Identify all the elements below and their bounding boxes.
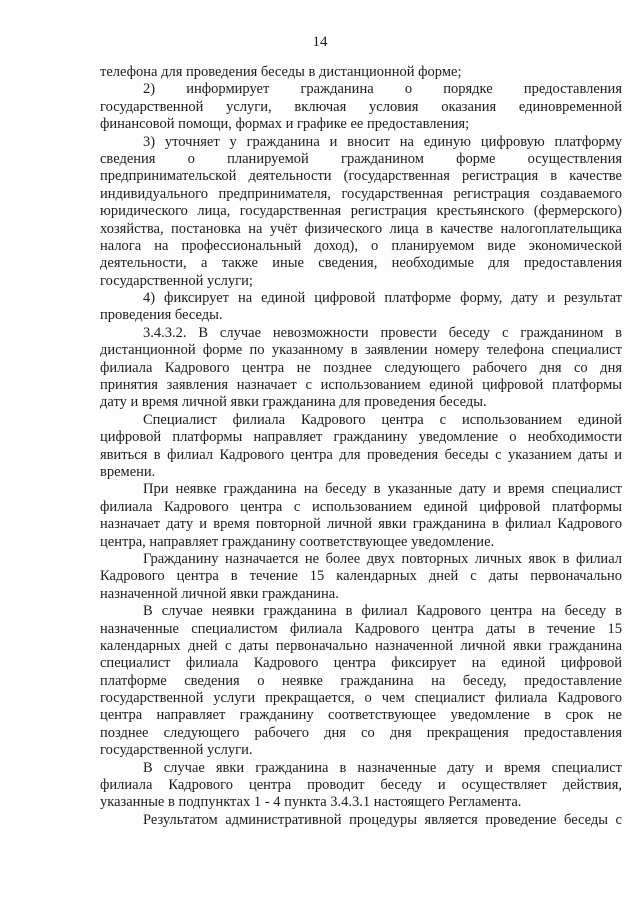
text-line: сведения о планируемой гражданином форме осуществления <box>100 150 622 167</box>
text-line: При неявке гражданина на беседу в указанные дату и время специалист <box>143 481 622 498</box>
text-line: цифровой платформы направляет гражданину уведомление о необходимости <box>100 429 622 446</box>
text-line: календарных дней с даты первоначально назначенной личной явки гражданина <box>100 637 622 654</box>
text-line: филиала Кадрового центра с использованием единой цифровой платформы <box>100 498 622 515</box>
text-line: налога на профессиональный доход), о планируемом виде экономической <box>100 237 622 254</box>
text-line: Гражданину назначается не более двух повторных личных явок в филиал <box>143 550 622 567</box>
text-line: индивидуального предпринимателя, государственная регистрация создаваемого <box>100 185 622 202</box>
text-line: времени. <box>100 463 156 480</box>
text-line: государственной услуги. <box>100 742 253 759</box>
text-line: дистанционной форме по указанному в заявлении номеру телефона специалист <box>100 342 622 359</box>
text-line: специалист филиала Кадрового центра фиксирует на единой цифровой <box>100 655 622 672</box>
text-line: 4) фиксирует на единой цифровой платформе форму, дату и результат <box>143 290 622 307</box>
text-line: позднее следующего рабочего дня со дня прекращения предоставления <box>100 724 622 741</box>
text-line: Специалист филиала Кадрового центра с использованием единой <box>143 411 622 428</box>
text-line: государственной услуги прекращается, о чем специалист филиала Кадрового <box>100 690 622 707</box>
text-line: принятия заявления назначает с использованием единой цифровой платформы <box>100 377 622 394</box>
text-line: центра направляет гражданину соответствующее уведомление в срок не <box>100 707 622 724</box>
text-line: деятельности, а также иные сведения, необходимые для предоставления <box>100 255 622 272</box>
text-line: назначенной личной явки гражданина. <box>100 585 339 602</box>
page-number: 14 <box>312 34 328 50</box>
text-line: Кадрового центра в течение 15 календарных дней с даты первоначально <box>100 568 622 585</box>
text-line: указанные в подпунктах 1 - 4 пункта 3.4.3.1 настоящего Регламента. <box>100 794 522 811</box>
text-line: 3.4.3.2. В случае невозможности провести беседу с гражданином в <box>143 324 622 341</box>
text-line: назначенные специалистом филиала Кадрового центра даты в течение 15 <box>100 620 622 637</box>
document-body <box>100 64 622 829</box>
text-line: хозяйства, постановка на учёт физического лица в качестве налогоплательщика <box>100 220 622 237</box>
text-line: финансовой помощи, формах и графике ее предоставления; <box>100 116 470 133</box>
text-line: В случае неявки гражданина в филиал Кадрового центра на беседу в <box>143 603 622 620</box>
text-line: государственной услуги; <box>100 272 253 289</box>
text-line: назначает дату и время повторной личной явки гражданина в филиал Кадрового <box>100 516 622 533</box>
text-line: явиться в филиал Кадрового центра для проведения беседы с указанием даты и <box>100 446 622 463</box>
text-line: предпринимательской деятельности (государственная регистрация в качестве <box>100 168 622 185</box>
text-line: платформе сведения о неявке гражданина на беседу, предоставление <box>100 672 622 689</box>
text-line: проведения беседы. <box>100 307 223 324</box>
text-line: Результатом административной процедуры является проведение беседы с <box>143 811 622 828</box>
text-line: 2) информирует гражданина о порядке предоставления <box>143 81 622 98</box>
text-line: дату и время личной явки гражданина для проведения беседы. <box>100 394 487 411</box>
text-line: филиала Кадрового центра проводит беседу и осуществляет действия, <box>100 777 622 794</box>
text-line: В случае явки гражданина в назначенные дату и время специалист <box>143 759 622 776</box>
text-line: центра, направляет гражданину соответствующее уведомление. <box>100 533 495 550</box>
text-line: филиала Кадрового центра не позднее следующего рабочего дня со дня <box>100 359 622 376</box>
text-line: телефона для проведения беседы в дистанционной форме; <box>100 64 462 80</box>
text-line: 3) уточняет у гражданина и вносит на единую цифровую платформу <box>143 133 622 150</box>
text-line: юридического лица, государственная регистрация крестьянского (фермерского) <box>100 203 622 220</box>
text-line: государственной услуги, включая условия оказания единовременной <box>100 98 622 115</box>
